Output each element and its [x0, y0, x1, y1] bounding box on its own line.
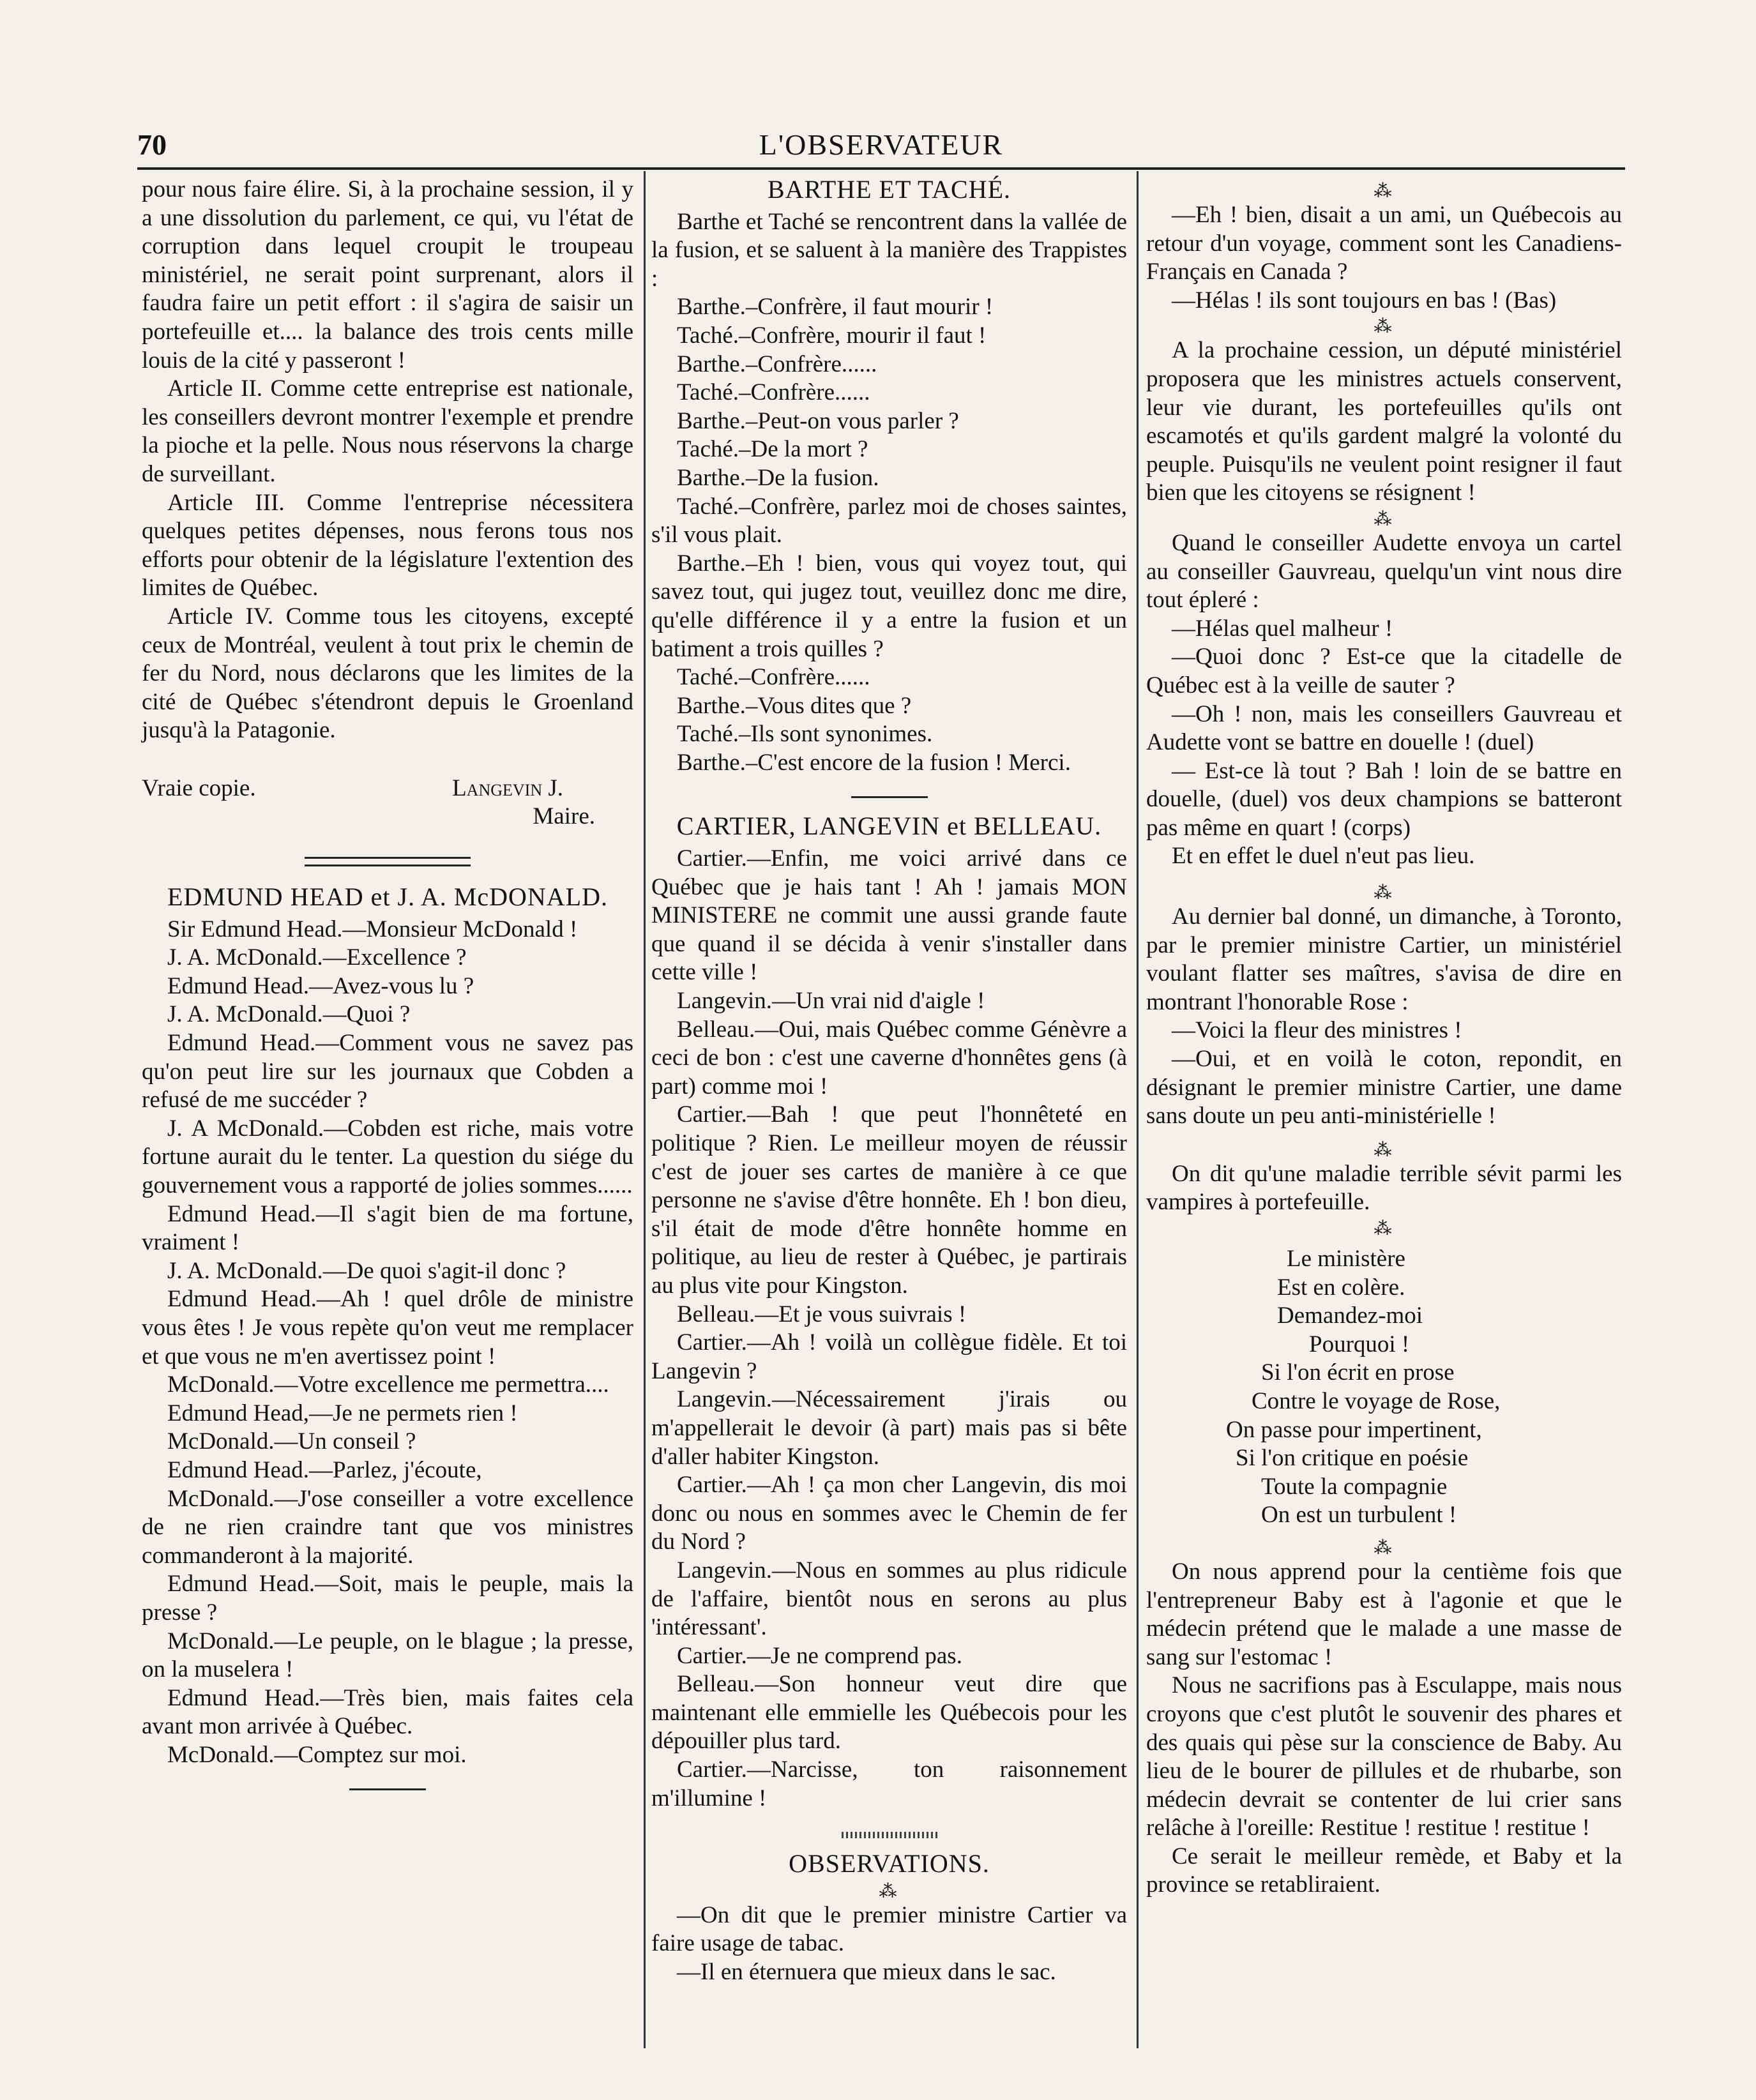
paragraph: —Hélas quel malheur !: [1172, 615, 1393, 642]
dialogue-line: Edmund Head.—Soit, mais le peuple, mais la presse ?: [142, 1571, 633, 1626]
article-paragraph: Article IV. Comme tous les citoyens, excepté ceux de Montréal, veulent à tout prix le chemin de fer du Nord, nous déclarons que les limites de la cité de Québec s'étendront depuis le Groenland jusqu'à la Patagonie.: [142, 603, 633, 744]
section-title: EDMUND HEAD et J. A. McDONALD.: [167, 882, 608, 912]
end-rule: [349, 1788, 426, 1790]
paragraph: —Oh ! non, mais les conseillers Gauvreau et Audette vont se battre en douelle ! (duel): [1146, 700, 1622, 756]
column-3: [1146, 176, 1622, 1900]
dialogue-line: Taché.–Confrère......: [677, 379, 870, 406]
dialogue-line: Belleau.—Et je vous suivrais !: [677, 1301, 967, 1327]
signature-line: [142, 774, 633, 803]
paragraph: Au dernier bal donné, un dimanche, à Toronto, par le premier ministre Cartier, un ministériel voulant flatter ses maîtres, s'avisa de dire en montrant l'honorable Rose :: [1146, 903, 1622, 1015]
paragraph: On nous apprend pour la centième fois que l'entrepreneur Baby est à l'agonie et que le médecin prétend que le malade a une masse de sang sur l'estomac !: [1146, 1558, 1622, 1670]
dialogue-line: Barthe.–Confrère......: [677, 351, 877, 377]
article-paragraph: Article II. Comme cette entreprise est nationale, les conseillers devront montrer l'exemple et prendre la pioche et la pelle. Nous nous réservons la charge de surveillant.: [142, 375, 633, 487]
article-paragraph: pour nous faire élire. Si, à la prochaine session, il y a une dissolution du parlement, ce qui, vu l'état de corruption dans lequel croupit le troupeau ministériel, ne serait point surprenant, alors il faudra faire un petit effort : il s'agira de saisir un portefeuille et.... la balance des trois cents mille louis de la cité y passeront !: [142, 176, 633, 374]
paragraph: — Est-ce là tout ? Bah ! loin de se battre en douelle, (duel) vos deux champions se batteront pas même en quart ! (corps): [1146, 757, 1622, 841]
poem-line: Si l'on écrit en prose: [1261, 1359, 1455, 1386]
article-paragraph: Barthe et Taché se rencontrent dans la vallée de la fusion, et se saluent à la manière des Trappistes :: [651, 208, 1127, 292]
poem-line: Est en colère.: [1277, 1274, 1405, 1301]
dialogue-line: Cartier.—Je ne comprend pas.: [677, 1642, 962, 1669]
dialogue-line: Edmund Head.—Très bien, mais faites cela avant mon arrivée à Québec.: [142, 1684, 633, 1740]
dialogue-line: Barthe.–Peut-on vous parler ?: [677, 407, 959, 434]
poem-line: Si l'on critique en poésie: [1236, 1445, 1469, 1472]
dialogue-line: Barthe.–Eh ! bien, vous qui voyez tout, qui savez tout, qui jugez tout, veuillez donc me dire, qu'elle différence il y a entre la fusion et un batiment a trois quilles ?: [651, 550, 1127, 662]
poem-line: Pourquoi !: [1309, 1331, 1410, 1357]
dialogue-line: Barthe.–Confrère, il faut mourir !: [677, 294, 994, 321]
column-divider-1: [644, 171, 646, 2048]
poem-line: Toute la compagnie: [1261, 1473, 1448, 1500]
poem-line: On passe pour impertinent,: [1226, 1416, 1482, 1443]
asterism-icon: ⁂: [879, 1881, 900, 1901]
journal-title: L'OBSERVATEUR: [759, 128, 1004, 161]
dialogue-line: J. A. McDonald.—Excellence ?: [167, 944, 467, 971]
dialogue-line: J. A. McDonald.—Quoi ?: [167, 1001, 411, 1028]
asterism-icon: ⁂: [1374, 1537, 1395, 1558]
poem-line: Le ministère: [1287, 1246, 1405, 1272]
observation-line: —On dit que le premier ministre Cartier va faire usage de tabac.: [651, 1901, 1127, 1957]
asterism-icon: ⁂: [1374, 509, 1395, 529]
vraie-copie: Vraie copie.: [142, 774, 256, 801]
column-2: [651, 176, 1127, 1987]
dialogue-line: Edmund Head.—Parlez, j'écoute,: [167, 1456, 482, 1483]
dialogue-line: Cartier.—Enfin, me voici arrivé dans ce Québec que je hais tant ! Ah ! jamais MON MINISTERE ne commit une aussi grande faute que quand il se décida à venir s'installer dans cette ville !: [651, 845, 1127, 986]
dialogue-line: Edmund Head,—Je ne permets rien !: [167, 1400, 518, 1426]
asterism-icon: ⁂: [1374, 1140, 1395, 1160]
dialogue-line: McDonald.—Un conseil ?: [167, 1428, 416, 1455]
dialogue-line: Taché.–Confrère, mourir il faut !: [677, 322, 987, 349]
header-rule: [137, 167, 1625, 170]
signer-name: Langevin J.: [452, 774, 563, 801]
signer-title: Maire.: [533, 803, 595, 830]
paragraph: Quand le conseiller Audette envoya un cartel au conseiller Gauvreau, quelqu'un vint nous dire tout épleré :: [1146, 529, 1622, 614]
section-title: OBSERVATIONS.: [789, 1849, 990, 1878]
paragraph: Et en effet le duel n'eut pas lieu.: [1172, 843, 1475, 870]
column-1: [142, 176, 633, 1804]
dialogue-line: McDonald.—Votre excellence me permettra....: [167, 1371, 609, 1398]
page-number: 70: [137, 128, 167, 161]
paragraph: —Voici la fleur des ministres !: [1172, 1017, 1462, 1044]
dialogue-line: Cartier.—Ah ! ça mon cher Langevin, dis moi donc ou nous en sommes avec le Chemin de fer du Nord ?: [651, 1472, 1127, 1555]
dialogue-line: Edmund Head.—Ah ! quel drôle de ministre vous êtes ! Je vous repète qu'on veut me remplacer et que vous ne m'en avertissez point !: [142, 1286, 633, 1370]
dialogue-line: Taché.–De la mort ?: [677, 436, 868, 463]
dialogue-line: Cartier.—Ah ! voilà un collègue fidèle. Et toi Langevin ?: [651, 1329, 1127, 1384]
dialogue-line: Edmund Head.—Comment vous ne savez pas qu'on peut lire sur les journaux que Cobden a refusé de me succéder ?: [142, 1030, 633, 1114]
dialogue-line: Barthe.–Vous dites que ?: [677, 692, 912, 719]
poem-line: Contre le voyage de Rose,: [1252, 1387, 1501, 1414]
dialogue-line: Taché.–Confrère......: [677, 664, 870, 691]
section-divider-ornament: [842, 1832, 937, 1838]
asterism-icon: ⁂: [1374, 883, 1395, 903]
section-divider: [305, 857, 471, 866]
section-title: BARTHE ET TACHÉ.: [767, 175, 1011, 204]
dialogue-line: J. A. McDonald.—De quoi s'agit-il donc ?: [167, 1257, 566, 1284]
dialogue-line: Barthe.–De la fusion.: [677, 464, 879, 491]
dialogue-line: Belleau.—Oui, mais Québec comme Génèvre a ceci de bon : c'est une caverne d'honnêtes gens (à part) comme moi !: [651, 1016, 1127, 1099]
dialogue-line: Belleau.—Son honneur veut dire que maintenant elle emmielle les Québecois pour les dépouiller plus tard.: [651, 1671, 1127, 1755]
poem-line: Demandez-moi: [1277, 1303, 1423, 1329]
dialogue-line: Edmund Head.—Avez-vous lu ?: [167, 972, 474, 999]
paragraph: —Eh ! bien, disait a un ami, un Québecois au retour d'un voyage, comment sont les Canadiens-Français en Canada ?: [1146, 202, 1622, 285]
running-head: [137, 128, 1625, 172]
paragraph: —Oui, et en voilà le coton, repondit, en désignant le premier ministre Cartier, une dame sans doute un peu anti-ministérielle !: [1146, 1046, 1622, 1129]
dialogue-line: Langevin.—Nous en sommes au plus ridicule de l'affaire, bientôt nous en serons au plus 'intéressant'.: [651, 1557, 1127, 1641]
paragraph: A la prochaine cession, un député ministériel proposera que les ministres actuels conservent, leur vie durant, les portefeuilles qu'ils ont escamotés et qu'ils gardent malgré la volonté du peuple. Puisqu'ils ne veulent point resigner il faut bien que les citoyens se résignent !: [1146, 337, 1622, 506]
poem: [1146, 1245, 1622, 1530]
dialogue-line: Cartier.—Narcisse, ton raisonnement m'illumine !: [651, 1756, 1127, 1811]
dialogue-line: Taché.–Ils sont synonimes.: [677, 721, 933, 748]
asterism-icon: ⁂: [1374, 1219, 1395, 1239]
dialogue-line: McDonald.—J'ose conseiller a votre excellence de ne rien craindre tant que vos ministres commanderont à la majorité.: [142, 1485, 633, 1569]
paragraph: Nous ne sacrifions pas à Esculappe, mais nous croyons que c'est plutôt le souvenir des phares et des quais qui pèse sur la conscience de Baby. Au lieu de le bourer de pillules et de rhubarbe, son médecin devrait se contenter de lui crier sans relâche à l'oreille: Restitue ! restitue ! restitue !: [1146, 1672, 1622, 1841]
dialogue-line: Barthe.–C'est encore de la fusion ! Merci.: [677, 749, 1071, 776]
dialogue-line: McDonald.—Comptez sur moi.: [167, 1741, 467, 1768]
paragraph: Ce serait le meilleur remède, et Baby et la province se retabliraient.: [1146, 1843, 1622, 1898]
paragraph: —Hélas ! ils sont toujours en bas ! (Bas): [1172, 287, 1557, 313]
dialogue-line: Taché.–Confrère, parlez moi de choses saintes, s'il vous plait.: [651, 493, 1127, 548]
article-paragraph: Article III. Comme l'entreprise nécessitera quelques petites dépenses, nous ferons tous nos efforts pour obtenir de la législature l'extention des limites de Québec.: [142, 489, 633, 601]
observation-line: —Il en éternuera que mieux dans le sac.: [677, 1959, 1056, 1986]
dialogue-line: McDonald.—Le peuple, on le blague ; la presse, on la muselera !: [142, 1628, 633, 1683]
column-divider-2: [1137, 171, 1139, 2048]
dialogue-line: Cartier.—Bah ! que peut l'honnêteté en politique ? Rien. Le meilleur moyen de réussir c'est de jouer ses cartes de manière à ce que personne ne s'avise d'être honnête. Eh ! bon dieu, s'il était de mode d'être honnête homme en politique, au lieu de rester à Québec, je partirais au plus vite pour Kingston.: [651, 1101, 1127, 1299]
poem-line: On est un turbulent !: [1261, 1502, 1457, 1529]
section-title: CARTIER, LANGEVIN et BELLEAU.: [676, 812, 1102, 841]
asterism-icon: ⁂: [1374, 181, 1395, 201]
dialogue-line: J. A McDonald.—Cobden est riche, mais votre fortune aurait du le tenter. La question du siége du gouvernement vous a rapporté de jolies sommes......: [142, 1115, 633, 1198]
paragraph: On dit qu'une maladie terrible sévit parmi les vampires à portefeuille.: [1146, 1160, 1622, 1216]
dialogue-line: Edmund Head.—Il s'agit bien de ma fortune, vraiment !: [142, 1200, 633, 1256]
dialogue-line: Langevin.—Un vrai nid d'aigle !: [677, 988, 985, 1015]
paragraph: —Quoi donc ? Est-ce que la citadelle de Québec est à la veille de sauter ?: [1146, 644, 1622, 699]
section-divider: [851, 796, 928, 798]
dialogue-head-mcdonald: [142, 916, 633, 1770]
dialogue-line: Sir Edmund Head.—Monsieur McDonald !: [167, 916, 578, 942]
asterism-icon: ⁂: [1374, 317, 1395, 337]
dialogue-line: Langevin.—Nécessairement j'irais ou m'appellerait le devoir (à part) mais pas si bête d'aller habiter Kingston.: [651, 1386, 1127, 1470]
